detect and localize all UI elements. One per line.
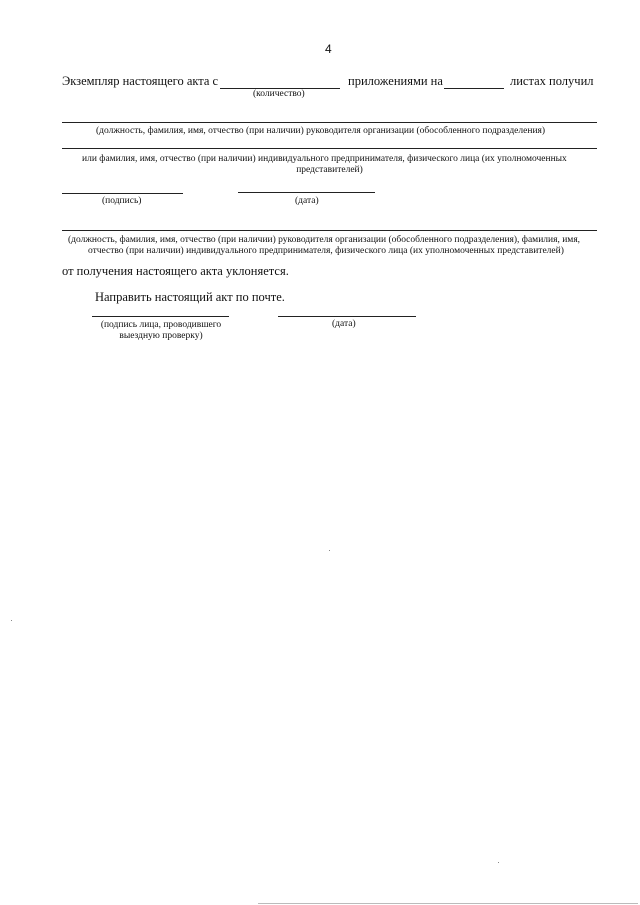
recipient-date-caption: (дата) [295, 196, 319, 206]
scan-speck [11, 620, 12, 621]
recipient-caption-line1: (должность, фамилия, имя, отчество (при наличии) руководителя организации (обособленного подразделения) [96, 126, 546, 136]
mail-statement: Направить настоящий акт по почте. [95, 290, 285, 304]
recipient-caption-line3: представителей) [296, 165, 363, 175]
refusal-name-line [62, 230, 597, 231]
quantity-caption: (количество) [253, 89, 305, 99]
scan-edge-line [258, 903, 638, 904]
inspector-date-caption: (дата) [332, 319, 356, 329]
scan-speck [329, 550, 330, 551]
copy-line-middle: приложениями на [348, 74, 443, 88]
sheets-blank-line [444, 88, 504, 89]
recipient-name-line [62, 122, 597, 123]
refusal-caption-line1: (должность, фамилия, имя, отчество (при наличии) руководителя организации (обособленного подразделения), фамилия, имя, [68, 235, 581, 245]
page-number: 4 [325, 42, 332, 56]
recipient-date-line [238, 192, 375, 193]
inspector-caption-line1: (подпись лица, проводившего [100, 320, 222, 330]
inspector-caption-line2: выездную проверку) [119, 331, 203, 341]
copy-line-suffix: листах получил [510, 74, 594, 88]
inspector-date-line [278, 316, 416, 317]
recipient-signature-line [62, 193, 183, 194]
refusal-statement: от получения настоящего акта уклоняется. [62, 264, 289, 278]
refusal-caption-line2: отчество (при наличии) индивидуального предпринимателя, физического лица (их уполномоченных представителей) [88, 246, 564, 256]
copy-line-prefix: Экземпляр настоящего акта с [62, 74, 219, 88]
recipient-caption-line2: или фамилия, имя, отчество (при наличии) индивидуального предпринимателя, физического лица (их уполномоченных [82, 154, 567, 164]
scan-speck [498, 862, 499, 863]
inspector-signature-line [92, 316, 229, 317]
recipient-name-line-2 [62, 148, 597, 149]
recipient-signature-caption: (подпись) [102, 196, 142, 206]
